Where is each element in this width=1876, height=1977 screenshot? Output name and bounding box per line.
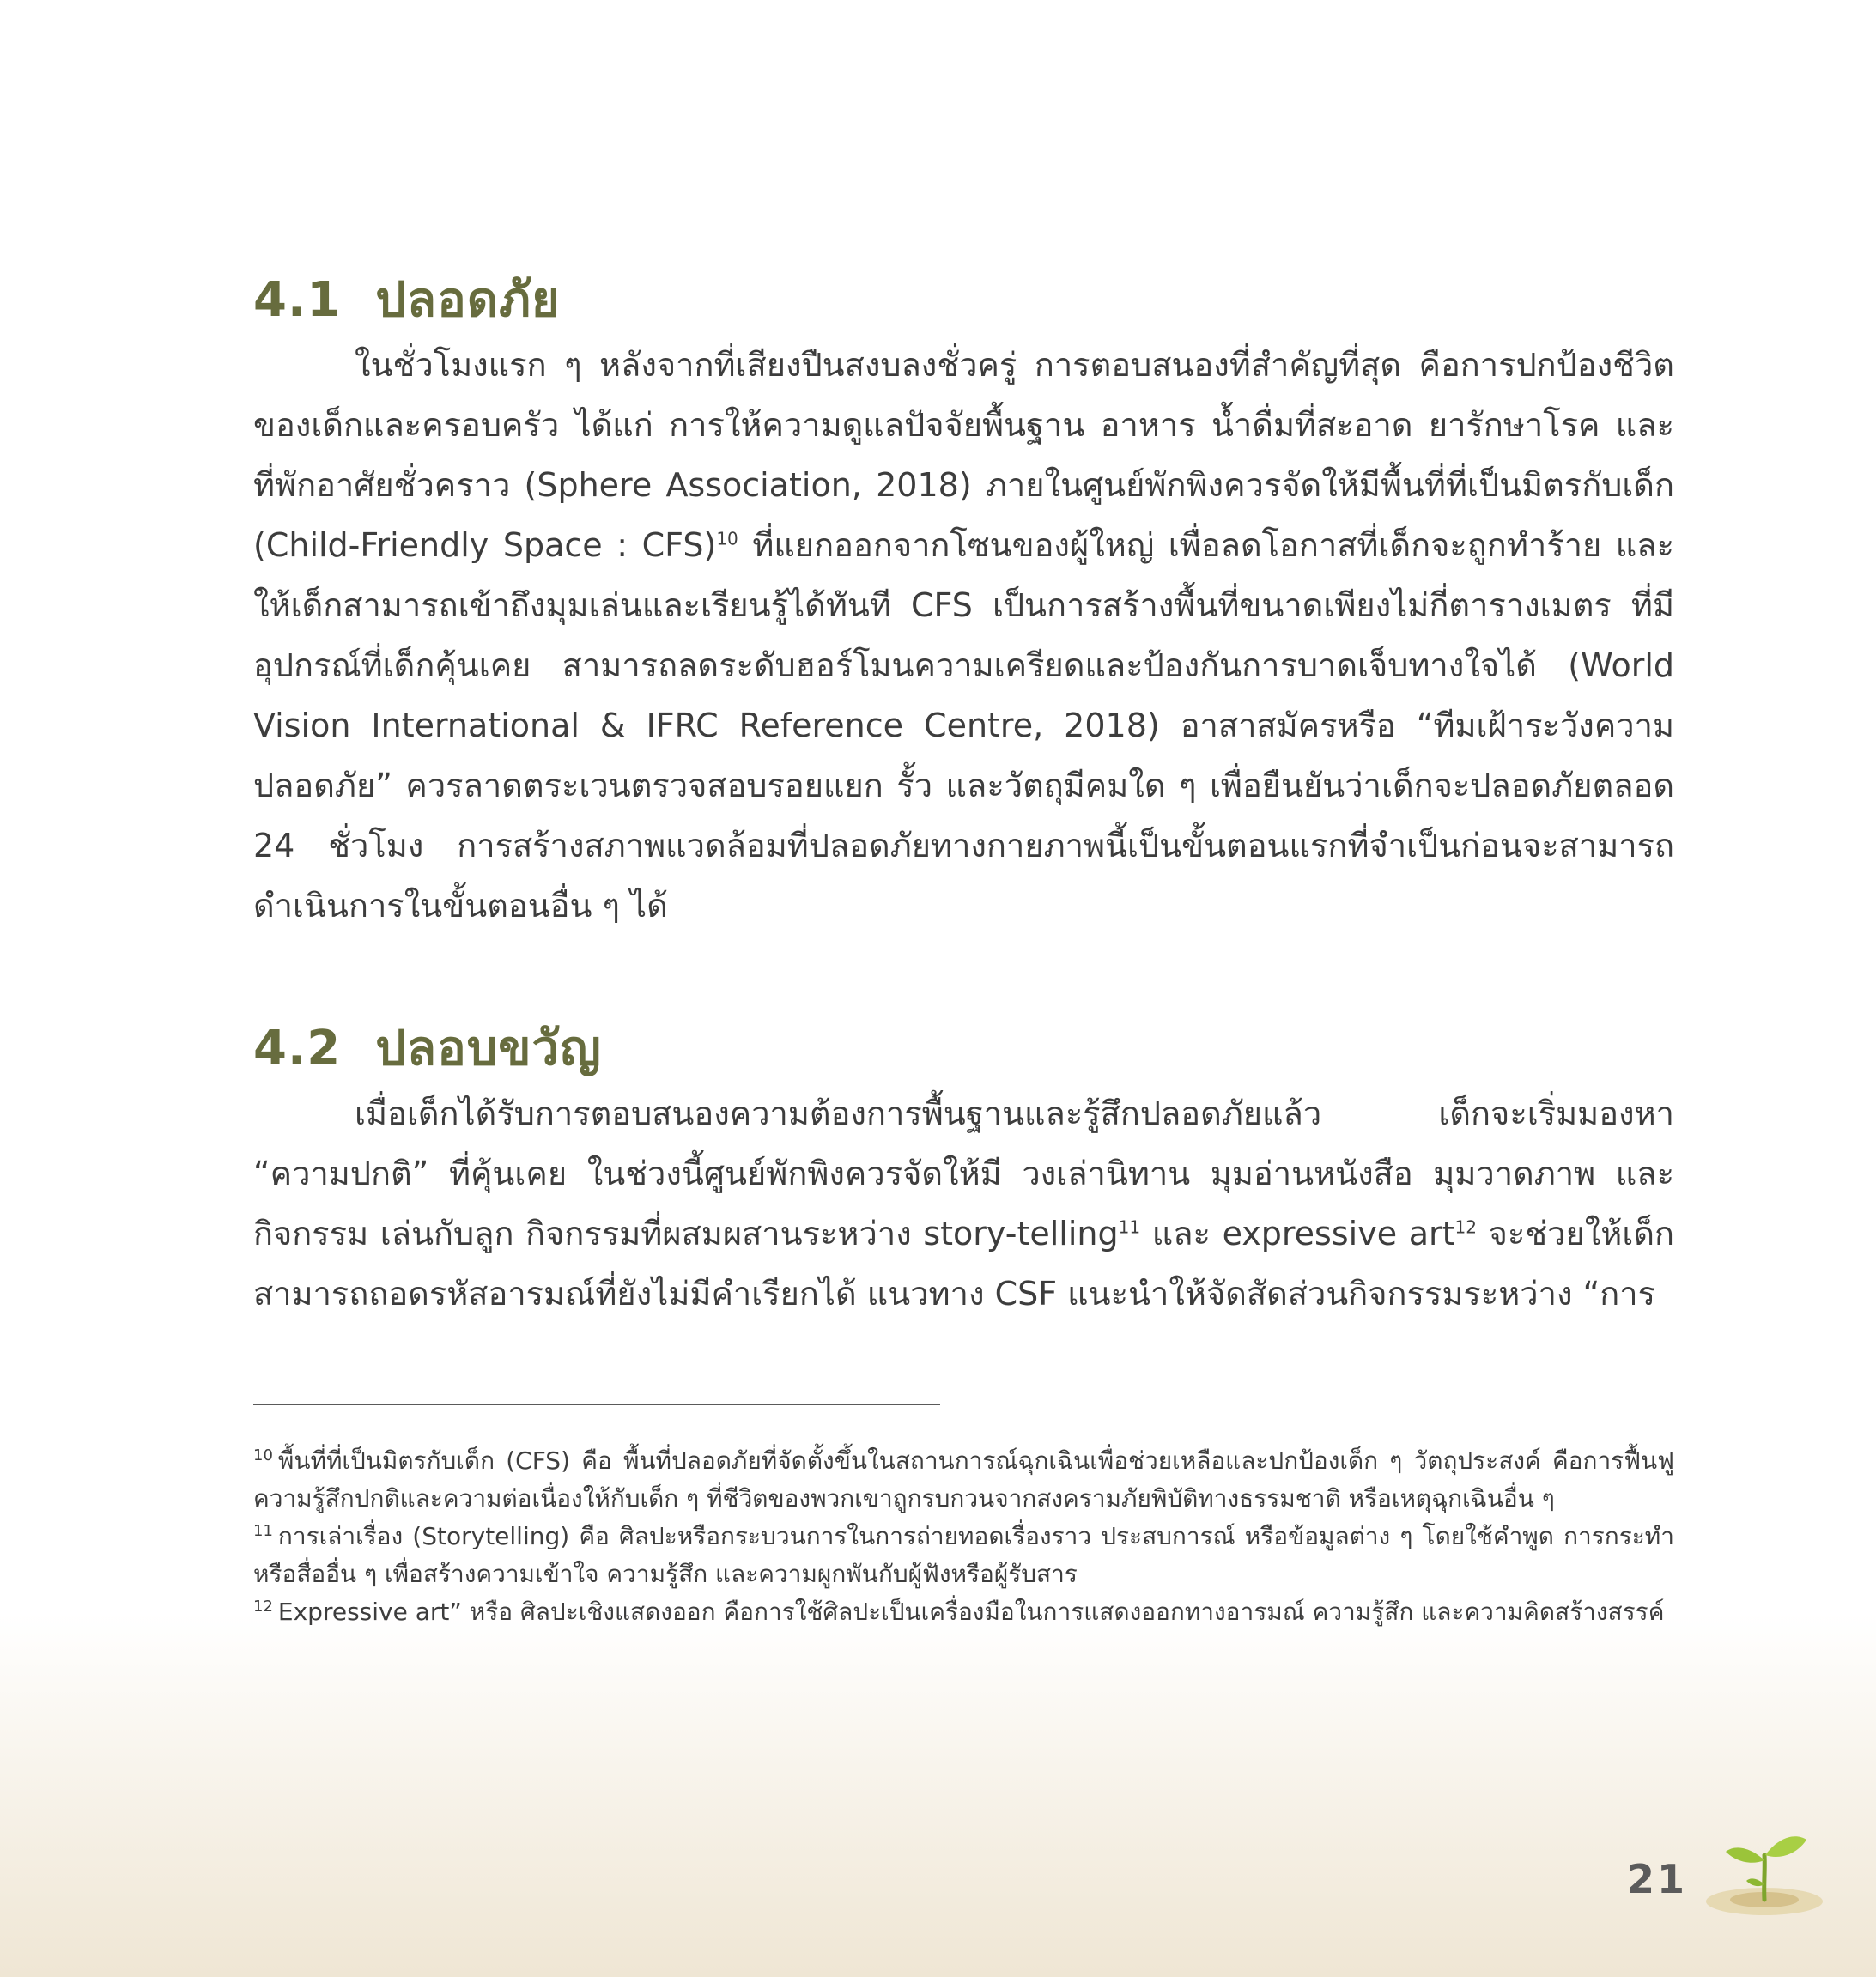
- footnote-number: 12: [253, 1597, 273, 1616]
- footnote-text: Expressive art” หรือ ศิลปะเชิงแสดงออก คือการใช้ศิลปะเป็นเครื่องมือในการแสดงออกทางอารมณ์ ความรู้สึก และความคิดสร้างสรรค์: [277, 1598, 1665, 1626]
- footnote-11: [253, 1518, 1674, 1593]
- paragraph-text: และ expressive art: [1140, 1215, 1455, 1252]
- section-number: 4.1: [253, 272, 342, 328]
- section-heading-4-1: [253, 266, 1674, 335]
- footnote-text: พื้นที่ที่เป็นมิตรกับเด็ก (CFS) คือ พื้นที่ปลอดภัยที่จัดตั้งขึ้นในสถานการณ์ฉุกเฉินเพื่อช่วยเหลือและปกป้องเด็ก ๆ วัตถุประสงค์ คือการฟื้นฟูความรู้สึกปกติและความต่อเนื่องให้กับเด็ก ๆ ที่ชีวิตของพวกเขาถูกรบกวนจากสงครามภัยพิบัติทางธรรมชาติ หรือเหตุฉุกเฉินอื่น ๆ: [253, 1446, 1674, 1513]
- sprout-icon: [1700, 1816, 1829, 1919]
- paragraph-text: ในชั่วโมงแรก ๆ หลังจากที่เสียงปืนสงบลงชั่วครู่ การตอบสนองที่สำคัญที่สุด คือการปกป้องชีวิตของเด็กและครอบครัว ได้แก่ การให้ความดูแลปัจจัยพื้นฐาน อาหาร น้ำดื่มที่สะอาด ยารักษาโรค และที่พักอาศัยชั่วคราว (Sphere Association, 2018) ภายในศูนย์พักพิงควรจัดให้มีพื้นที่ที่เป็นมิตรกับเด็ก (Child-Friendly Space : CFS): [253, 346, 1674, 564]
- section-number: 4.2: [253, 1021, 342, 1076]
- footnote-ref-11: 11: [1118, 1216, 1141, 1238]
- section-paragraph: [253, 335, 1674, 936]
- footnote-12: [253, 1593, 1674, 1631]
- footnote-number: 10: [253, 1446, 273, 1465]
- footnote-text: การเล่าเรื่อง (Storytelling) คือ ศิลปะหรือกระบวนการในการถ่ายทอดเรื่องราว ประสบการณ์ หรือข้อมูลต่าง ๆ โดยใช้คำพูด การกระทำ หรือสื่ออื่น ๆ เพื่อสร้างความเข้าใจ ความรู้สึก และความผูกพันกับผู้ฟังหรือผู้รับสาร: [253, 1522, 1674, 1588]
- section-title: ปลอดภัย: [375, 272, 561, 328]
- paragraph-text: จะช่วยให้เด็กสามารถถอดรหัสอารมณ์ที่ยังไม่มีคำเรียกได้ แนวทาง CSF แนะนำให้จัดสัดส่วนกิจกรรมระหว่าง “การ: [253, 1215, 1674, 1313]
- footnote-divider: [253, 1404, 940, 1405]
- section-heading-4-2: [253, 1015, 1674, 1083]
- section-title: ปลอบขวัญ: [375, 1021, 602, 1076]
- section-spacer: [253, 936, 1674, 1015]
- paragraph-text: เมื่อเด็กได้รับการตอบสนองความต้องการพื้นฐานและรู้สึกปลอดภัยแล้ว เด็กจะเริ่มมองหา “ความปกติ” ที่คุ้นเคย ในช่วงนี้ศูนย์พักพิงควรจัดให้มี วงเล่านิทาน มุมอ่านหนังสือ มุมวาดภาพ และกิจกรรม เล่นกับลูก กิจกรรมที่ผสมผสานระหว่าง story-telling: [253, 1095, 1674, 1252]
- main-content: [253, 266, 1674, 1324]
- footnote-ref-12: 12: [1454, 1216, 1477, 1238]
- footnote-number: 11: [253, 1521, 273, 1540]
- paragraph-text: ที่แยกออกจากโซนของผู้ใหญ่ เพื่อลดโอกาสที่เด็กจะถูกทำร้าย และให้เด็กสามารถเข้าถึงมุมเล่นและเรียนรู้ได้ทันที CFS เป็นการสร้างพื้นที่ขนาดเพียงไม่กี่ตารางเมตร ที่มีอุปกรณ์ที่เด็กคุ้นเคย สามารถลดระดับฮอร์โมนความเครียดและป้องกันการบาดเจ็บทางใจได้ (World Vision International & IFRC Reference Centre, 2018) อาสาสมัครหรือ “ทีมเฝ้าระวังความปลอดภัย” ควรลาดตระเวนตรวจสอบรอยแยก รั้ว และวัตถุมีคมใด ๆ เพื่อยืนยันว่าเด็กจะปลอดภัยตลอด 24 ชั่วโมง การสร้างสภาพแวดล้อมที่ปลอดภัยทางกายภาพนี้เป็นขั้นตอนแรกที่จำเป็นก่อนจะสามารถดำเนินการในขั้นตอนอื่น ๆ ได้: [253, 526, 1674, 925]
- footnote-10: [253, 1442, 1674, 1518]
- section-paragraph: [253, 1083, 1674, 1324]
- footnote-ref-10: 10: [716, 528, 738, 549]
- footnotes: [253, 1442, 1674, 1631]
- page-number: 21: [1627, 1856, 1688, 1902]
